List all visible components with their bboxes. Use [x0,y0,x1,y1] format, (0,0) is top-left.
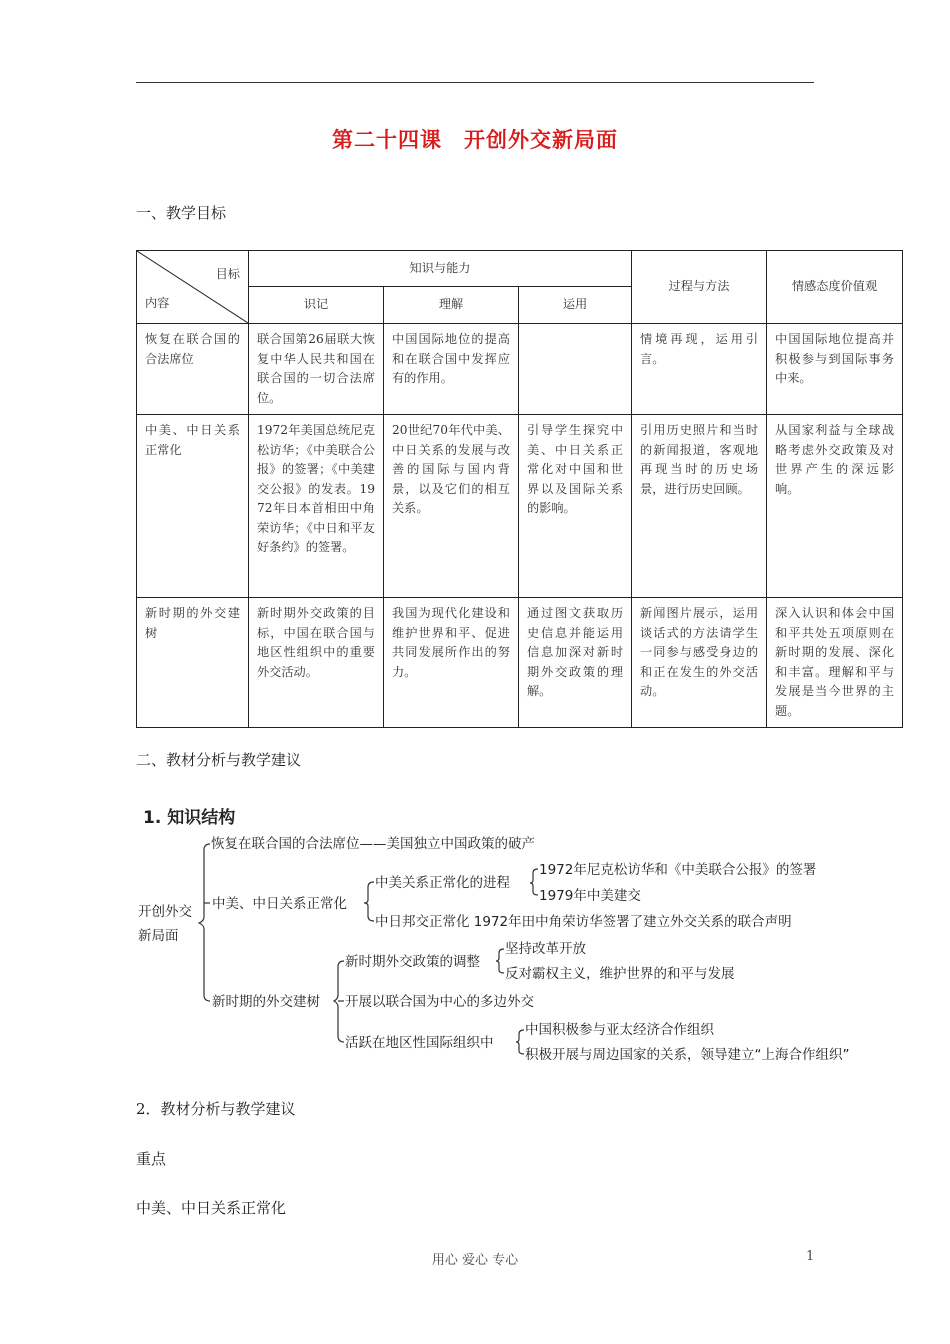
leaf-nixon-visit: 1972年尼克松访华和《中美联合公报》的签署 [539,862,817,878]
table-cell: 引用历史照片和当时的新闻报道，客观地再现当时的历史场景，进行历史回顾。 [632,415,767,598]
table-cell: 引导学生探究中美、中日关系正常化对中国和世界以及国际关系的影响。 [519,415,632,598]
table-cell: 新闻图片展示，运用谈话式的方法请学生一同参与感受身边的和正在发生的外交活动。 [632,598,767,728]
root-label-line2: 新局面 [138,928,179,944]
leaf-reform-opening: 坚持改革开放 [505,941,586,957]
leaf-1979-relations: 1979年中美建交 [539,888,641,904]
corner-label-content: 内容 [145,295,170,310]
branch-un-seat: 恢复在联合国的合法席位——美国独立中国政策的破产 [211,836,535,852]
leaf-apec: 中国积极参与亚太经济合作组织 [525,1022,714,1038]
branch-regional-orgs: 活跃在地区性国际组织中 [345,1035,494,1051]
subsection-heading: 2．教材分析与教学建议 [136,1100,296,1118]
page-footer: 用心 爱心 专心 [431,1253,519,1268]
branch-policy-adjustment: 新时期外交政策的调整 [345,954,480,970]
row-topic: 恢复在联合国的合法席位 [137,324,249,415]
table-cell: 情境再现，运用引言。 [632,324,767,415]
section-heading-analysis: 二、教材分析与教学建议 [136,751,302,769]
table-cell: 新时期外交政策的目标，中国在联合国与地区性组织中的重要外交活动。 [249,598,384,728]
leaf-sco: 积极开展与周边国家的关系，领导建立“上海合作组织” [525,1047,850,1063]
header-process-method: 过程与方法 [632,251,767,324]
table-cell: 1972年美国总统尼克松访华；《中美联合公报》的签署；《中美建交公报》的发表。1972年日本首相田中角荣访华；《中日和平友好条约》的签署。 [249,415,384,598]
table-cell: 中国国际地位的提高和在联合国中发挥应有的作用。 [384,324,519,415]
leaf-anti-hegemony: 反对霸权主义，维护世界的和平与发展 [505,966,735,982]
table-corner-cell [137,251,249,324]
root-label-line1: 开创外交 [138,904,192,920]
corner-label-objective: 目标 [215,267,240,281]
table-cell: 我国为现代化建设和维护世界和平、促进共同发展所作出的努力。 [384,598,519,728]
branch-new-era: 新时期的外交建树 [212,994,320,1010]
header-rule [136,82,814,83]
focus-text: 中美、中日关系正常化 [136,1199,287,1217]
table-cell: 联合国第26届联大恢复中华人民共和国在联合国的一切合法席位。 [249,324,384,415]
header-attitude-values: 情感态度价值观 [767,251,903,324]
header-knowledge-ability: 知识与能力 [249,251,632,287]
focus-label: 重点 [136,1150,167,1168]
table-cell: 从国家利益与全球战略考虑外交政策及对世界产生的深远影响。 [767,415,903,598]
row-topic: 中美、中日关系正常化 [137,415,249,598]
header-apply: 运用 [519,287,632,324]
knowledge-structure-heading: 1. 知识结构 [143,808,236,828]
table-row [137,324,903,415]
row-topic: 新时期的外交建树 [137,598,249,728]
knowledge-structure-diagram [134,825,914,1080]
table-cell: 通过图文获取历史信息并能运用信息加深对新时期外交政策的理解。 [519,598,632,728]
header-memorize: 识记 [249,287,384,324]
branch-sino-us-process: 中美关系正常化的进程 [375,875,510,891]
branch-normalization: 中美、中日关系正常化 [212,896,347,912]
section-heading-objectives: 一、教学目标 [136,204,227,222]
table-cell [519,324,632,415]
table-cell: 深入认识和体会中国和平共处五项原则在新时期的发展、深化和丰富。理解和平与发展是当今世界的主题。 [767,598,903,728]
branch-multilateral: 开展以联合国为中心的多边外交 [345,994,534,1010]
page-title: 第二十四课 开创外交新局面 [332,127,618,152]
table-cell: 20世纪70年代中美、中日关系的发展与改善的国际与国内背景，以及它们的相互关系。 [384,415,519,598]
table-row [137,415,903,598]
page-number: 1 [806,1249,815,1264]
header-understand: 理解 [384,287,519,324]
objectives-table [136,250,903,728]
table-cell: 中国国际地位提高并积极参与到国际事务中来。 [767,324,903,415]
branch-sino-japan: 中日邦交正常化 1972年田中角荣访华签署了建立外交关系的联合声明 [375,914,792,930]
table-row [137,598,903,728]
